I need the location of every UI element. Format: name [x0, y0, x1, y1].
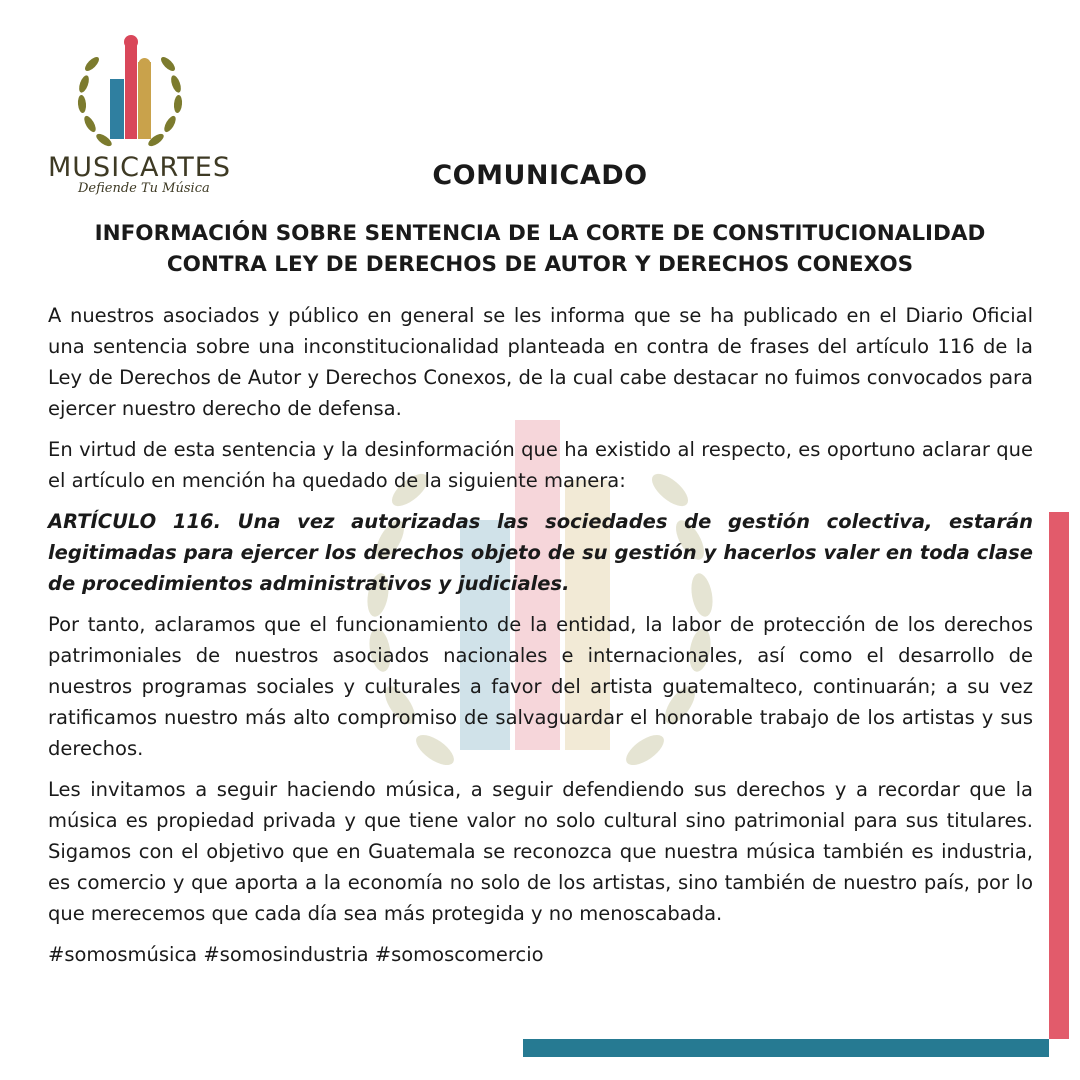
- communique-body: [48, 300, 1033, 980]
- decorative-teal-bar: [523, 1039, 1049, 1057]
- paragraph-commitment: Por tanto, aclaramos que el funcionamiento de la entidad, la labor de protección de los derechos patrimoniales de nuestros asociados nacionales e internacionales, así como el desarrollo de nuestros programas sociales y culturales a favor del artista guatemalteco, continuarán; a su vez ratificamos nuestro más alto compromiso de salvaguardar el honorable trabajo de los artistas y sus derechos.: [48, 613, 1033, 760]
- paragraph-intro: A nuestros asociados y público en general se les informa que se ha publicado en el Diario Oficial una sentencia sobre una inconstitucionalidad planteada en contra de frases del artículo 116 de la Ley de Derechos de Autor y Derechos Conexos, de la cual cabe destacar no fuimos convocados para ejercer nuestro derecho de defensa.: [48, 304, 1033, 420]
- subtitle-line-1: INFORMACIÓN SOBRE SENTENCIA DE LA CORTE DE CONSTITUCIONALIDAD: [94, 221, 986, 246]
- guitar-laurel-icon: [70, 34, 190, 154]
- hashtags: #somosmúsica #somosindustria #somoscomercio: [48, 943, 544, 966]
- article-116-quote: ARTÍCULO 116. Una vez autorizadas las sociedades de gestión colectiva, estarán legitimadas para ejercer los derechos objeto de su gestión y hacerlos valer en toda clase de procedimientos administrativos y judiciales.: [48, 510, 1033, 595]
- decorative-red-bar: [1049, 512, 1069, 1039]
- paragraph-clarification: En virtud de esta sentencia y la desinformación que ha existido al respecto, es oportuno aclarar que el artículo en mención ha quedado de la siguiente manera:: [48, 438, 1033, 492]
- page-title: COMUNICADO: [432, 160, 648, 191]
- brand-tagline: Defiende Tu Música: [78, 181, 210, 196]
- brand-name: MUSICARTES: [48, 152, 231, 183]
- subtitle: [60, 218, 1020, 280]
- subtitle-line-2: CONTRA LEY DE DERECHOS DE AUTOR Y DERECHOS CONEXOS: [166, 252, 914, 277]
- paragraph-invitation: Les invitamos a seguir haciendo música, a seguir defendiendo sus derechos y a recordar que la música es propiedad privada y que tiene valor no solo cultural sino patrimonial para sus titulares. Sigamos con el objetivo que en Guatemala se reconozca que nuestra música también es industria, es comercio y que aporta a la economía no solo de los artistas, sino también de nuestro país, por lo que merecemos que cada día sea más protegida y no menoscabada.: [48, 778, 1033, 925]
